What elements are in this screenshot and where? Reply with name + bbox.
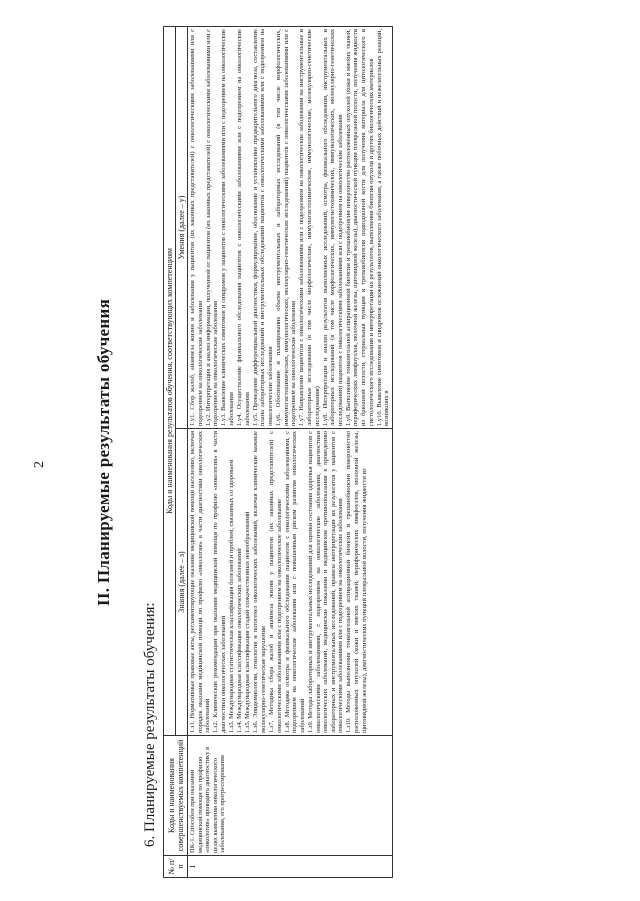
- skill-item: 1.у10. Выявление симптомов и синдромов осложнений онкологического заболевания, а также побочных действий и нежелательных реакций, возникших в: [375, 28, 391, 426]
- skill-item: 1.у9. Выполнение тонкоигольной аспирационной биопсии и трепанобиопсии поверхностно расположенных опухолей (кожи и мягких тканей, периферических лимфоузлов, молочной железы, щитовидной железы), диагностической пункции плевральной полости, получения жидкости из брюшной полости, стернальная пункция и трепанобиопсия подвздошной кости для получения материала для цитологического и гистологического исследования и интерпретации их результатов, выполнения биопсии опухоли и других биологических материалов: [344, 28, 375, 426]
- knowledge-item: 1.з3. Международная статистическая классификация болезней и проблем, связанных со здоровьем: [227, 459, 235, 733]
- header-group: Коды и наименования результатов обучения, соответствующих компетенциям: [164, 26, 176, 735]
- knowledge-item: 1.з9. Методы лабораторных и инструментальных исследований для оценки состояния здоровья пациентов с онкологическими заболеваниями, с подозрением на онкологические заболевания, диагностики онкологических заболеваний, медицинские показания и медицинские противопоказания к проведению лабораторных и инструментальных исследований, правила интерпретации их результатов у пациентов с онкологическими заболеваниями или с подозрением на онкологические заболевания: [306, 431, 345, 733]
- knowledge-cell: [188, 429, 393, 736]
- knowledge-item: 1.з2. Клинические рекомендации при оказании медицинской помощи по профилю «онкология» в части диагностики онкологических заболеваний: [212, 431, 227, 733]
- knowledge-item: 1.з10. Методы выполнения тонкоигольной аспирационной биопсии и трепанобиопсии поверхностно расположенных опухолей (кожи и мягких тканей, периферических лимфоузлов, молочной железы, щитовидной железы), диагностических пункций плевральной полости, получения жидкости из: [345, 431, 368, 733]
- knowledge-item: 1.з7. Методика сбора жалоб и анамнеза жизни у пациентов (их законных представителей) с онкологическими заболеваниями или с подозрением на онкологическое заболевание: [267, 431, 283, 733]
- table-row: [188, 26, 393, 877]
- skill-item: 1.у2. Интерпретация и анализ информации, полученной от пациентов (их законных представителей) с онкологическими заболеваниями или с подозрением на онкологические заболевания: [204, 28, 220, 426]
- header-num: № п/п: [164, 856, 188, 878]
- skill-item: 1.у5. Проведение дифференциальной диагностики, формулирование, обоснование и установление предварительного диагноза, составление плана лабораторных исследований и инструментальных обследований пациентов с онкологическими заболеваниями или с подозрением на онкологические заболевания: [251, 28, 274, 426]
- skill-item: 1.у4. Осуществление физикального обследования пациентов с онкологическими заболеваниями или с подозрением на онкологические заболевания: [236, 28, 251, 426]
- row-number: 1: [188, 856, 393, 878]
- table-header-row: [164, 26, 176, 877]
- knowledge-item: 1.з6. Эпидемиология, этиология и патогенез онкологических заболеваний, включая клинические важные молекулярно-генетические нарушения: [252, 431, 267, 733]
- skills-cell: [188, 26, 393, 428]
- knowledge-item: 1.з4. Международная классификация онкологических заболеваний: [236, 548, 244, 733]
- skill-item: 1.у6. Обоснование и планирование объема инструментальных и лабораторных исследований (в том числе морфологических, иммуногистохимических, иммунологических, молекулярно-генетических исследований) пациентов с онкологическими заболеваниями или с подозрением на онкологические заболевания: [275, 28, 298, 426]
- results-table: [163, 26, 393, 878]
- knowledge-item: 1.з1. Нормативные правовые акты, регламентирующие оказание медицинской помощи населению, включая порядок оказания медицинской помощи по профилю «онкология» в части диагностики онкологических заболеваний: [189, 431, 212, 733]
- section-title: II. Планируемые результаты обучения: [94, 298, 113, 607]
- header-knowledge: Знания (далее – з): [176, 429, 188, 736]
- skill-item: 1.у7. Направление пациентов с онкологическими заболеваниями или с подозрением на онкологические заболевания на инструментальные и лабораторные исследования (в том числе морфологические, иммуногистохимические, иммунологические, молекулярно-генетические исследования): [298, 28, 321, 426]
- page-number: 2: [32, 461, 47, 468]
- knowledge-item: 1.з5. Международная классификация стадий злокачественных новообразований: [244, 511, 252, 733]
- header-competence: Коды и наименования совершенствуемых компетенций: [164, 736, 188, 856]
- skill-item: 1.у3. Выявление клинических симптомов и синдромов у пациентов с онкологическими заболеваниями или с подозрением на онкологические заболевания: [220, 28, 235, 426]
- subsection-title: 6. Планируемые результаты обучения:: [142, 602, 158, 847]
- knowledge-item: 1.з8. Методика осмотра и физикального обследования пациентов с онкологическими заболеваниями, с подозрением на онкологические заболевания или с повышенным риском развития онкологических заболеваний: [283, 431, 306, 733]
- competence-cell: ПК-1. Способен при оказании медицинской помощи по профилю «онкология» проводить диагностику в целях выявления онкологического заболевания, его прогрессирования: [188, 736, 393, 856]
- header-skills: Умения (далее – у): [176, 26, 188, 428]
- rotated-page: [22, 22, 622, 883]
- skill-item: 1.у8. Интерпретация и анализ результатов выполненных исследований, осмотра, физикального обследования, инструментальных и лабораторных исследований (в том числе морфологических, иммуногистохимических, иммунологических, молекулярно-генетических исследований) пациентов с онкологическими заболеваниями или с подозрением на онкологические заболевания: [321, 28, 344, 426]
- skill-item: 1.у1. Сбор жалоб, анамнеза жизни и заболевания у пациентов (их законных представителей) с онкологическими заболеваниями или с подозрением на онкологические заболевания: [189, 28, 204, 426]
